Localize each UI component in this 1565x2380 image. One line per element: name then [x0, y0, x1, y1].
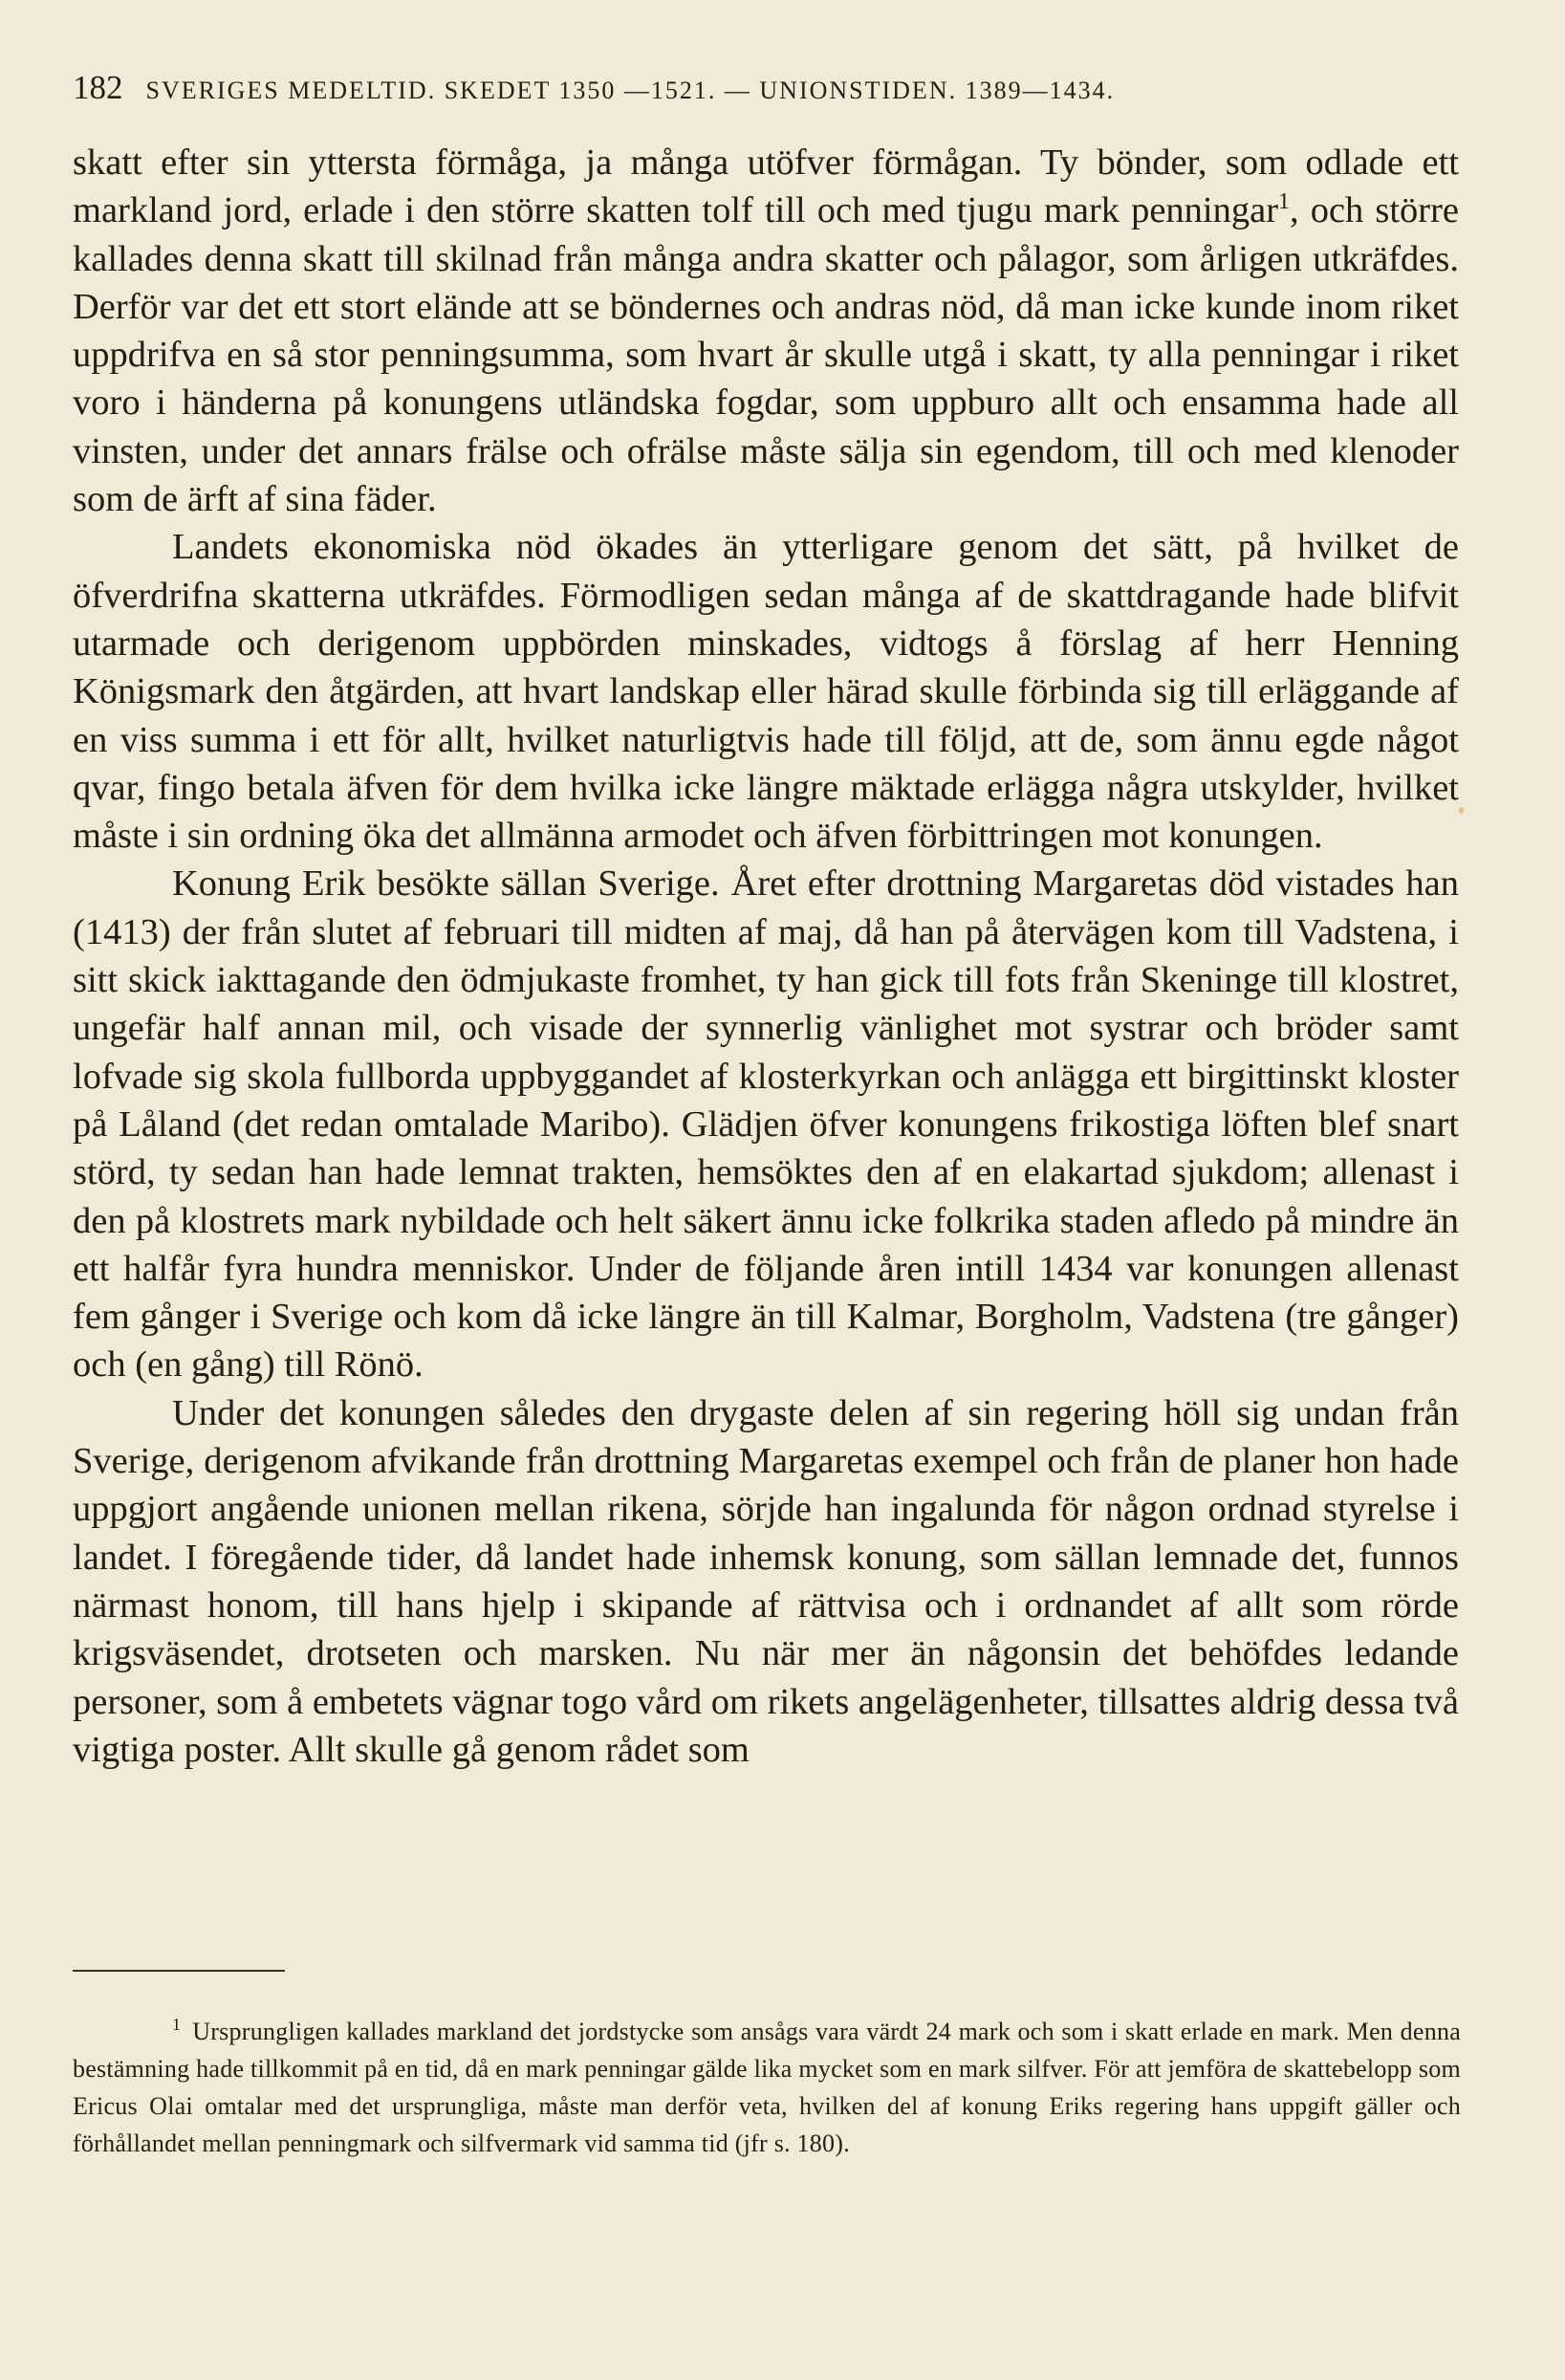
paragraph-1-after-note: , och större kallades denna skatt till skilnad från många andra skatter och pålagor, som årligen utkräfdes. Derför var det ett stort elände att se böndernes och andras nöd, då man icke kunde inom riket uppdrifva en så stor penningsumma, som hvart år skulle utgå i skatt, ty alla penningar i riket voro i händerna på konungens utländska fogdar, som uppburo allt och ensamma hade all vinsten, under det annars frälse och ofrälse måste sälja sin egendom, till och med klenoder som de ärft af sina fäder. — [73, 190, 1460, 520]
main-text — [73, 139, 1459, 1774]
footnote-rule — [73, 1970, 285, 1972]
footnote-reference: 1 — [1278, 189, 1291, 215]
running-head: SVERIGES MEDELTID. SKEDET 1350 —1521. — UNIONSTIDEN. 1389—1434. — [145, 76, 1116, 104]
footnote-text: Ursprungligen kallades markland det jordstycke som ansågs vara värdt 24 mark och som i skatt erlade en mark. Men denna bestämning hade tillkommit på en tid, då en mark penningar gälde lika mycket som en mark silfver. För att jemföra de skattebelopp som Ericus Olai omtalar med det ursprungliga, måste man derför veta, hvilken del af konung Eriks regering hans uppgift gäller och förhållandet mellan penningmark och silfvermark vid samma tid (jfr s. 180). — [73, 2018, 1461, 2157]
footnote — [73, 2013, 1461, 2162]
footnote-paragraph — [73, 2013, 1461, 2162]
paragraph-king-erik-visits: Konung Erik besökte sällan Sverige. Året efter drottning Margaretas död vistades han (1413) der från slutet af februari till midten af maj, då han på återvägen kom till Vadstena, i sitt skick iakttagande den ödmjukaste fromhet, ty han gick till fots från Skeninge till klostret, ungefär half annan mil, och visade der synnerlig vänlighet mot systrar och bröder samt lofvade sig skola fullborda uppbyggandet af klosterkyrkan och anlägga ett birgittinskt kloster på Låland (det redan omtalade Maribo). Glädjen öfver konungens frikostiga löften blef snart störd, ty sedan han hade lemnat trakten, hemsöktes den af en elakartad sjukdom; allenast i den på klostrets mark nybildade och helt säkert ännu icke folkrika staden afledo på mindre än ett halfår fyra hundra menniskor. Under de följande åren intill 1434 var konungen allenast fem gånger i Sverige och kom då icke längre än till Kalmar, Borgholm, Vadstena (tre gånger) och (en gång) till Rönö. — [73, 863, 1459, 1386]
paragraph-government-absence: Under det konungen således den drygaste delen af sin regering höll sig undan från Sverige, derigenom afvikande från drottning Margaretas exempel och från de planer hon hade uppgjort angående unionen mellan rikena, sörjde han ingalunda för någon ordnad styrelse i landet. I föregående tider, då landet hade inhemsk konung, som sällan lemnade det, funnos närmast honom, till hans hjelp i skipande af rättvisa och i ordnandet af allt som rörde krigsväsendet, drotseten och marsken. Nu när mer än någonsin det behöfdes ledande personer, som å embetets vägnar togo vård om rikets angelägenheter, tillsattes aldrig dessa två vigtiga poster. Allt skulle gå genom rådet som — [73, 1392, 1459, 1770]
page-header — [73, 69, 1468, 117]
paragraph-1-before-note: skatt efter sin yttersta förmåga, ja många utöfver förmågan. Ty bönder, som odlade ett markland jord, erlade i den större skatten tolf till och med tjugu mark penningar — [73, 142, 1459, 231]
paragraph-continuation — [73, 139, 1459, 523]
paper-spot — [1459, 807, 1464, 814]
paragraph-economic-distress: Landets ekonomiska nöd ökades än ytterligare genom det sätt, på hvilket de öfverdrifna skatterna utkräfdes. Förmodligen sedan många af de skattdragande hade blifvit utarmade och derigenom uppbörden minskades, vidtogs å förslag af herr Henning Königsmark den åtgärden, att hvart landskap eller härad skulle förbinda sig till erläggande af en viss summa i ett för allt, hvilket naturligtvis hade till följd, att de, som ännu egde något qvar, fingo betala äfven för dem hvilka icke längre mäktade erlägga några utskylder, hvilket måste i sin ordning öka det allmänna armodet och äfven förbittringen mot konungen. — [73, 527, 1459, 857]
footnote-mark: 1 — [172, 2015, 182, 2035]
page-number: 182 — [73, 69, 123, 106]
